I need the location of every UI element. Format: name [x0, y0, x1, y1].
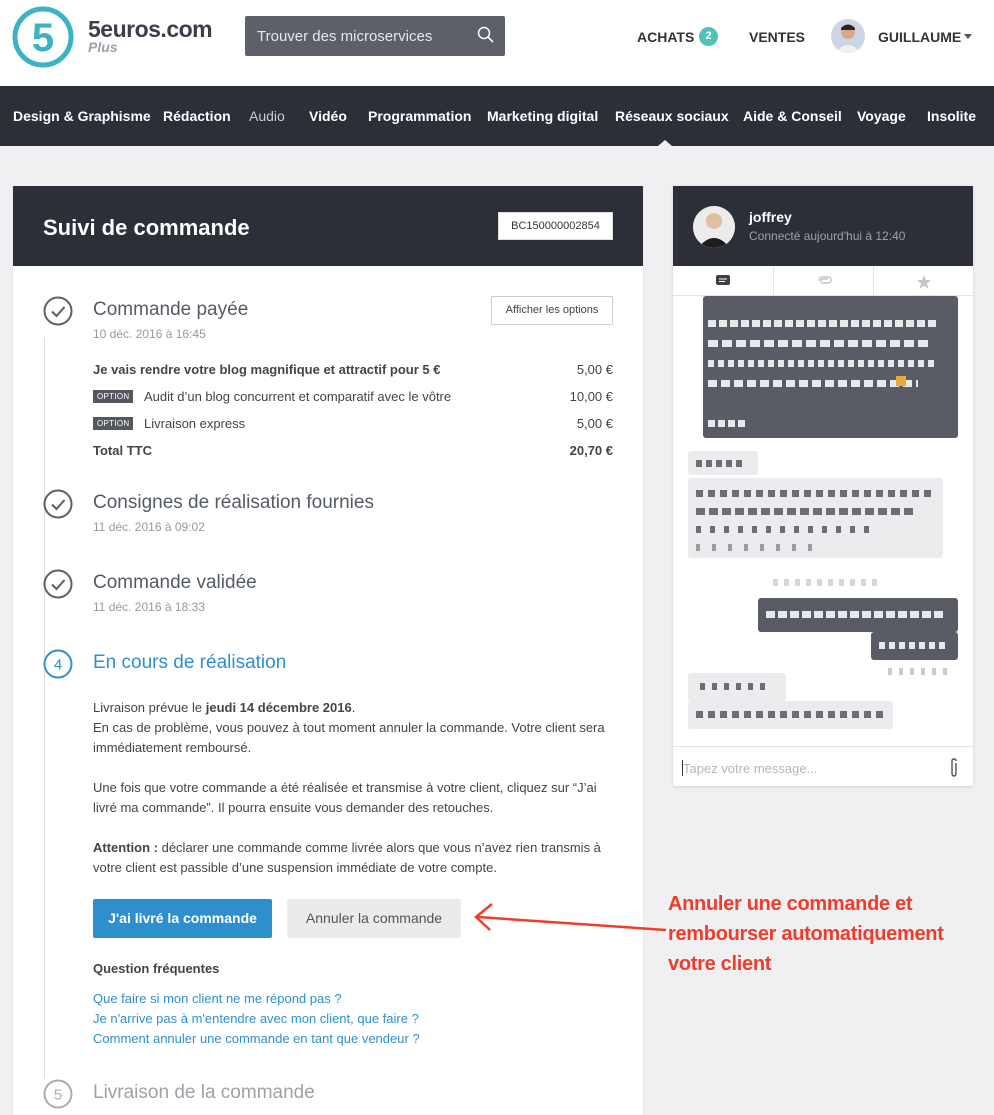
faq-link-cancel[interactable]: Comment annuler une commande en tant que vendeur ?: [93, 1031, 420, 1046]
line-item-label: Audit d’un blog concurrent et comparatif avec le vôtre: [144, 389, 452, 404]
annotation-line-2: rembourser automatiquement: [668, 923, 944, 945]
option-tag: OPTION: [93, 390, 133, 403]
message-bubble-sent: [703, 296, 958, 438]
faq-title: Question fréquentes: [93, 961, 220, 976]
step-title-consignes: Consignes de réalisation fournies: [93, 492, 374, 513]
step-title-validee: Commande validée: [93, 572, 257, 593]
svg-text:5: 5: [31, 16, 55, 60]
message-bubble-received: [688, 673, 786, 701]
achats-count-badge: 2: [699, 27, 718, 46]
user-menu[interactable]: GUILLAUME: [878, 29, 962, 45]
total-value: 20,70 €: [569, 443, 613, 458]
chat-panel: [673, 186, 973, 786]
category-video[interactable]: Vidéo: [309, 108, 347, 124]
message-input-placeholder: Tapez votre message...: [683, 761, 818, 776]
category-reseaux-sociaux[interactable]: Réseaux sociaux: [615, 108, 729, 124]
message-bubble-sent: [758, 598, 958, 632]
brand-name[interactable]: 5euros.com: [88, 16, 213, 42]
warning-text: Attention : déclarer une commande comme livrée alors que vous n’avez rien transmis à votre client est passible d’une suspension immédiate de votre compte.: [93, 840, 601, 875]
message-icon: [715, 274, 731, 288]
step-title-livraison: Livraison de la commande: [93, 1082, 315, 1103]
message-bubble-received: [688, 701, 893, 729]
chevron-down-icon[interactable]: [964, 34, 972, 39]
top-header: [0, 0, 994, 86]
order-total: [93, 443, 613, 463]
step-number-4-icon: [43, 649, 73, 679]
message-bubble-received: [688, 478, 943, 558]
check-icon: [43, 489, 73, 519]
search-icon[interactable]: [477, 26, 495, 44]
avatar[interactable]: [693, 206, 735, 248]
category-marketing[interactable]: Marketing digital: [487, 108, 599, 124]
svg-text:4: 4: [53, 656, 63, 674]
logo-icon[interactable]: [12, 6, 74, 68]
chat-contact-name: joffrey: [749, 209, 792, 225]
star-icon: [916, 274, 932, 290]
nav-achats[interactable]: ACHATS: [637, 29, 695, 45]
nav-ventes[interactable]: VENTES: [749, 29, 806, 45]
delivery-date: jeudi 14 décembre 2016: [205, 700, 352, 715]
message-time: [888, 668, 948, 675]
timeline-line: [44, 338, 45, 1078]
category-audio[interactable]: Audio: [249, 108, 285, 124]
brand-sub: Plus: [88, 39, 118, 55]
option-tag: OPTION: [93, 417, 133, 430]
step-date-consignes: 11 déc. 2016 à 09:02: [93, 520, 205, 534]
check-icon: [43, 296, 73, 326]
line-item-price: 5,00 €: [576, 416, 613, 431]
annotation-line-1: Annuler une commande et: [668, 893, 913, 915]
category-design[interactable]: Design & Graphisme: [13, 108, 151, 124]
cancel-order-button[interactable]: Annuler la commande: [287, 899, 461, 938]
tab-favorites[interactable]: [873, 266, 973, 296]
cancel-info: En cas de problème, vous pouvez à tout moment annuler la commande. Votre client sera immédiatement remboursé.: [93, 720, 605, 755]
deliver-order-button[interactable]: J'ai livré la commande: [93, 899, 272, 938]
category-nav: [0, 86, 994, 146]
step-title-en-cours: En cours de réalisation: [93, 652, 287, 673]
step-title-payee: Commande payée: [93, 299, 249, 320]
message-bubble-sent: [871, 632, 958, 660]
search-placeholder: Trouver des microservices: [257, 28, 433, 45]
annotation-arrow-icon: [470, 900, 670, 940]
step-number-5-icon: [43, 1079, 73, 1109]
chat-contact-status: Connecté aujourd'hui à 12:40: [749, 229, 906, 243]
line-item-price: 5,00 €: [576, 362, 613, 377]
line-item-label: Je vais rendre votre blog magnifique et attractif pour 5 €: [93, 362, 441, 377]
step-date-validee: 11 déc. 2016 à 18:33: [93, 600, 205, 614]
show-options-button[interactable]: Afficher les options: [491, 296, 613, 325]
line-item-option-audit: [93, 389, 613, 409]
avatar[interactable]: [831, 19, 865, 53]
annotation-line-3: votre client: [668, 953, 772, 975]
faq-link-no-response[interactable]: Que faire si mon client ne me répond pas ?: [93, 991, 342, 1006]
delivery-info: Livraison prévue le jeudi 14 décembre 2016. En cas de problème, vous pouvez à tout moment annuler la commande. Votre client sera immédiatement remboursé.: [93, 700, 605, 755]
line-item-option-express: [93, 416, 613, 436]
delivered-info: Une fois que votre commande a été réalisée et transmise à votre client, cliquez sur “J’ai livré ma commande”. Il pourra ensuite vous demander des retouches.: [93, 780, 597, 815]
chat-header: [673, 186, 973, 266]
page-title: Suivi de commande: [43, 215, 250, 240]
category-redaction[interactable]: Rédaction: [163, 108, 231, 124]
warning-label: Attention :: [93, 840, 158, 855]
category-aide-conseil[interactable]: Aide & Conseil: [743, 108, 842, 124]
category-programmation[interactable]: Programmation: [368, 108, 472, 124]
chat-tabs: [673, 266, 973, 296]
svg-text:5: 5: [53, 1086, 63, 1104]
total-label: Total TTC: [93, 443, 152, 458]
tab-attachments[interactable]: [773, 266, 873, 296]
line-item-main: [93, 362, 613, 382]
line-item-label: Livraison express: [144, 416, 246, 431]
message-bubble-received: [688, 451, 758, 475]
timestamp-divider: [773, 579, 883, 586]
check-icon: [43, 569, 73, 599]
tab-messages[interactable]: [673, 266, 773, 296]
step-date-payee: 10 déc. 2016 à 16:45: [93, 327, 206, 341]
category-voyage[interactable]: Voyage: [857, 108, 906, 124]
paperclip-icon: [816, 274, 832, 288]
category-insolite[interactable]: Insolite: [927, 108, 977, 124]
search-input[interactable]: [245, 16, 505, 56]
order-reference: BC150000002854: [498, 212, 613, 240]
card-header: [13, 186, 643, 266]
message-input[interactable]: [673, 746, 973, 786]
attach-icon[interactable]: [947, 757, 961, 779]
faq-link-disagreement[interactable]: Je n'arrive pas à m'entendre avec mon client, que faire ?: [93, 1011, 419, 1026]
active-category-pointer: [658, 140, 672, 146]
line-item-price: 10,00 €: [569, 389, 613, 404]
